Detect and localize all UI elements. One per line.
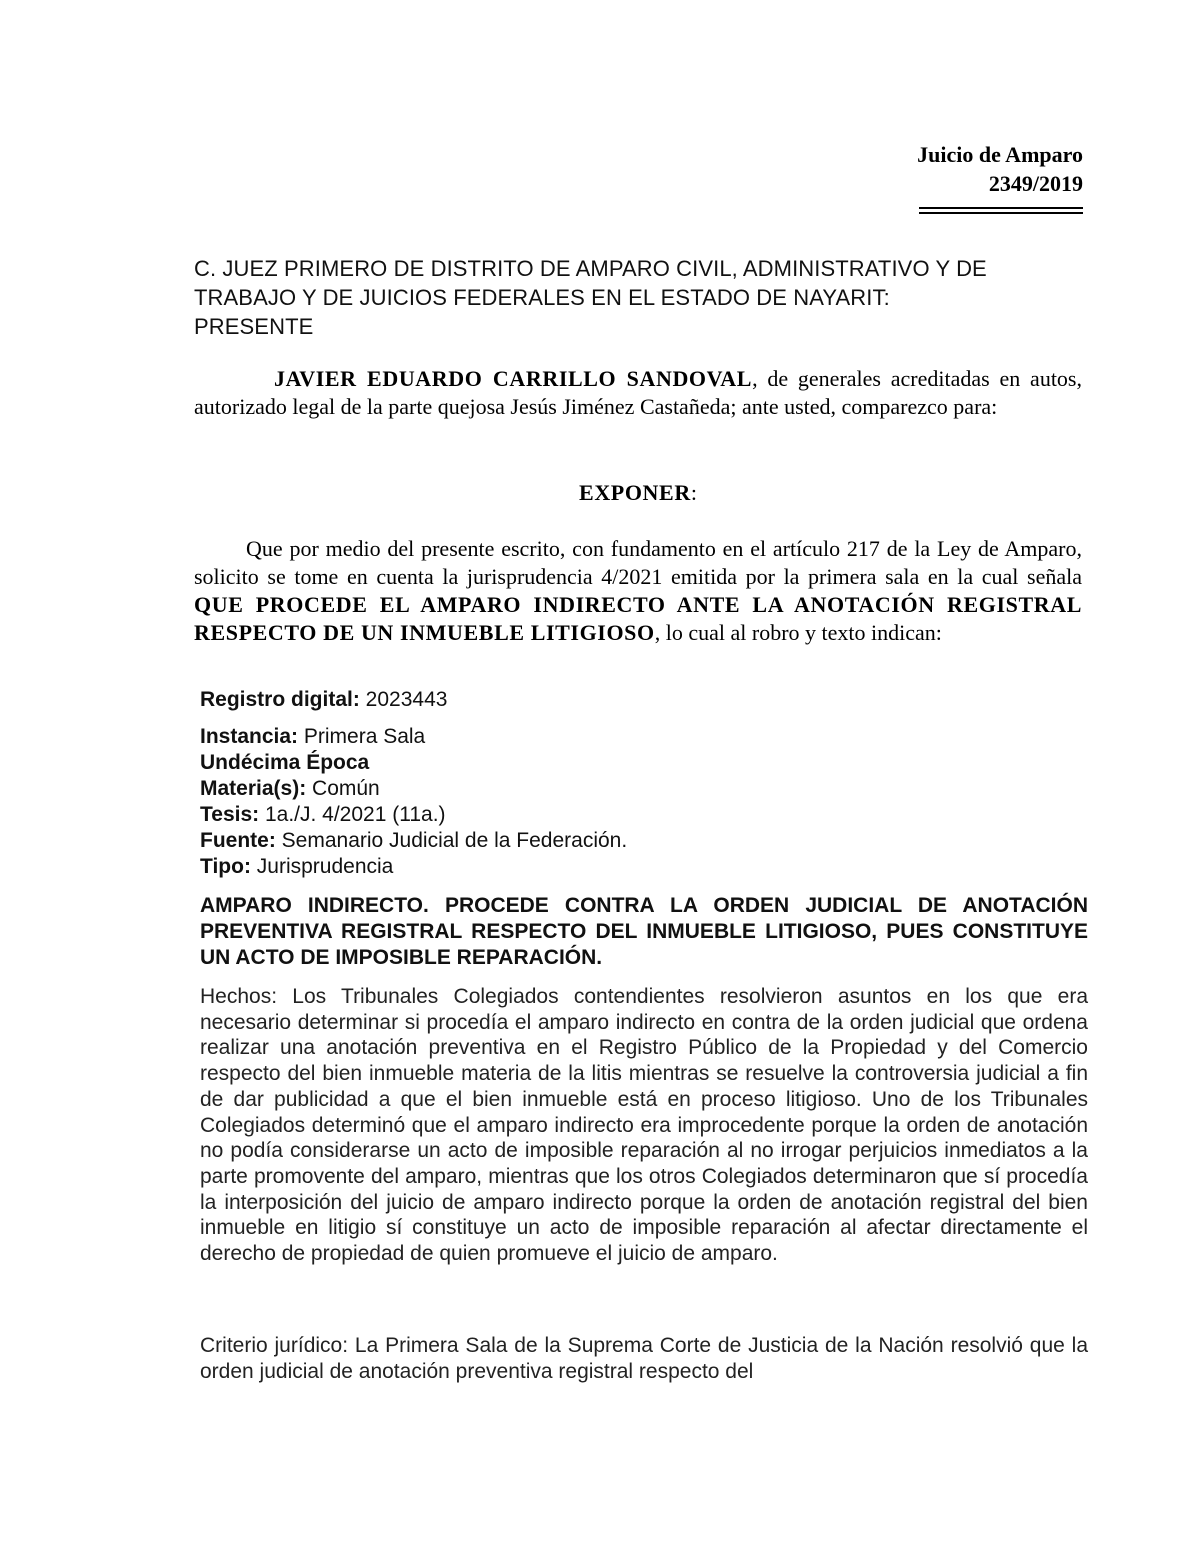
exponer-word: EXPONER — [579, 480, 691, 505]
request-text-after: , lo cual al robro y texto indican: — [654, 620, 942, 645]
registry-details — [200, 724, 1090, 880]
exponer-heading — [194, 478, 1082, 507]
materia-label: Materia(s): — [200, 777, 307, 800]
request-bold-text: QUE PROCEDE EL AMPARO INDIRECTO ANTE LA ANOTACIÓN REGISTRAL RESPECTO DE UN INMUEBLE LITIGIOSO — [194, 592, 1082, 645]
intro-paragraph — [194, 365, 1082, 421]
epoca: Undécima Época — [200, 751, 370, 774]
tesis-value: 1a./J. 4/2021 (11a.) — [259, 803, 446, 826]
addressee-line-1: C. JUEZ PRIMERO DE DISTRITO DE AMPARO CIVIL, ADMINISTRATIVO Y DE — [194, 256, 987, 281]
tipo-label: Tipo: — [200, 855, 251, 878]
thesis-hechos: Hechos: Los Tribunales Colegiados contendientes resolvieron asuntos en los que era necesario determinar si procedía el amparo indirecto en contra de la orden judicial que ordena realizar una anotación preventiva en el Registro Público de la Propiedad y del Comercio respecto del bien inmueble materia de la litis mientras se resuelve la controversia judicial a fin de dar publicidad a que el bien inmueble está en proceso litigioso. Uno de los Tribunales Colegiados determinó que el amparo indirecto era improcedente porque la orden de anotación no podía considerarse un acto de imposible reparación al no irrogar perjuicios inmediatos a la parte promovente del amparo, mientras que los otros Colegiados determinaron que sí procedía la interposición del juicio de amparo indirecto porque la orden de anotación registral del bien inmueble en litigio sí constituye un acto de imposible reparación al afectar directamente el derecho de propiedad de quien promueve el juicio de amparo. — [200, 985, 1088, 1266]
addressee-line-2: TRABAJO Y DE JUICIOS FEDERALES EN EL ESTADO DE NAYARIT: — [194, 285, 890, 310]
exponer-colon: : — [690, 480, 697, 505]
thesis-criterio: Criterio jurídico: La Primera Sala de la Suprema Corte de Justicia de la Nación resolvió que la orden judicial de anotación preventiva registral respecto del — [200, 1334, 1088, 1383]
thesis-title: AMPARO INDIRECTO. PROCEDE CONTRA LA ORDEN JUDICIAL DE ANOTACIÓN PREVENTIVA REGISTRAL RESPECTO DEL INMUEBLE LITIGIOSO, PUES CONSTITUYE UN ACTO DE IMPOSIBLE REPARACIÓN. — [200, 894, 1088, 969]
header-double-rule — [919, 207, 1083, 214]
request-paragraph — [194, 535, 1082, 647]
instancia-label: Instancia: — [200, 725, 299, 748]
case-type: Juicio de Amparo — [917, 142, 1083, 167]
fuente-label: Fuente: — [200, 829, 276, 852]
materia-value: Común — [306, 777, 380, 800]
addressee-line-3: PRESENTE — [194, 314, 314, 339]
addressee-block — [194, 254, 1094, 341]
instancia-value: Primera Sala — [298, 725, 426, 748]
registry-digital-value: 2023443 — [359, 688, 448, 711]
case-number: 2349/2019 — [988, 171, 1083, 196]
case-header — [917, 140, 1083, 198]
fuente-value: Semanario Judicial de la Federación. — [275, 829, 628, 852]
tipo-value: Jurisprudencia — [250, 855, 394, 878]
intro-text: , de generales acreditadas en autos, autorizado legal de la parte quejosa Jesús Jiménez Castañeda; ante usted, comparezco para: — [194, 366, 1082, 419]
registry-digital-label: Registro digital: — [200, 688, 360, 711]
registry-digital — [200, 687, 1090, 713]
request-text-before: Que por medio del presente escrito, con fundamento en el artículo 217 de la Ley de Amparo, solicito se tome en cuenta la jurisprudencia 4/2021 emitida por la primera sala en la cual señala — [194, 536, 1082, 589]
tesis-label: Tesis: — [200, 803, 260, 826]
lawyer-name: JAVIER EDUARDO CARRILLO SANDOVAL — [274, 366, 753, 391]
